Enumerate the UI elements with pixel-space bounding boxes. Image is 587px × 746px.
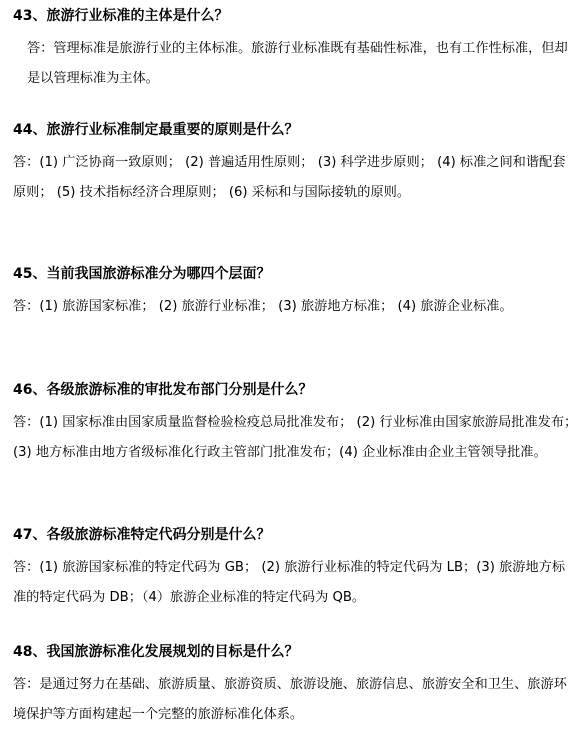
question-title: 43、旅游行业标准的主体是什么？ xyxy=(13,8,229,24)
question-block-45 xyxy=(13,265,578,322)
question-block-47 xyxy=(13,526,578,613)
question-block-44 xyxy=(13,121,578,208)
question-block-43 xyxy=(13,7,578,94)
question-title: 45、当前我国旅游标准分为哪四个层面？ xyxy=(13,266,271,282)
question-answer: 答：(1) 旅游国家标准的特定代码为 GB； (2) 旅游行业标准的特定代码为 LB；(3) 旅游地方标准的特定代码为 DB；（4）旅游企业标准的特定代码为 QB。 xyxy=(13,560,566,605)
question-block-48 xyxy=(13,643,578,730)
question-title: 46、各级旅游标准的审批发布部门分别是什么？ xyxy=(13,382,313,398)
question-answer: 答：(1) 广泛协商一致原则； (2) 普遍适用性原则； (3) 科学进步原则； (4) 标准之间和谐配套原则； (5) 技术指标经济合理原则； (6) 采标和与国际接轨的原则。 xyxy=(13,155,566,200)
question-title: 48、我国旅游标准化发展规划的目标是什么？ xyxy=(13,644,299,660)
question-answer: 答：(1) 旅游国家标准； (2) 旅游行业标准； (3) 旅游地方标准； (4) 旅游企业标准。 xyxy=(13,299,513,314)
question-answer: 答：管理标准是旅游行业的主体标准。旅游行业标准既有基础性标准，也有工作性标准，但却是以管理标准为主体。 xyxy=(27,41,568,86)
question-answer: 答：(1) 国家标准由国家质量监督检验检疫总局批准发布； (2) 行业标准由国家旅游局批准发布； (3) 地方标准由地方省级标准化行政主管部门批准发布；(4) 企业标准由企业主管领导批准。 xyxy=(13,415,578,460)
question-answer: 答：是通过努力在基础、旅游质量、旅游资质、旅游设施、旅游信息、旅游安全和卫生、旅游环境保护等方面构建起一个完整的旅游标准化体系。 xyxy=(13,677,567,722)
question-title: 44、旅游行业标准制定最重要的原则是什么？ xyxy=(13,122,299,138)
question-block-46 xyxy=(13,381,578,468)
question-title: 47、各级旅游标准特定代码分别是什么？ xyxy=(13,527,271,543)
